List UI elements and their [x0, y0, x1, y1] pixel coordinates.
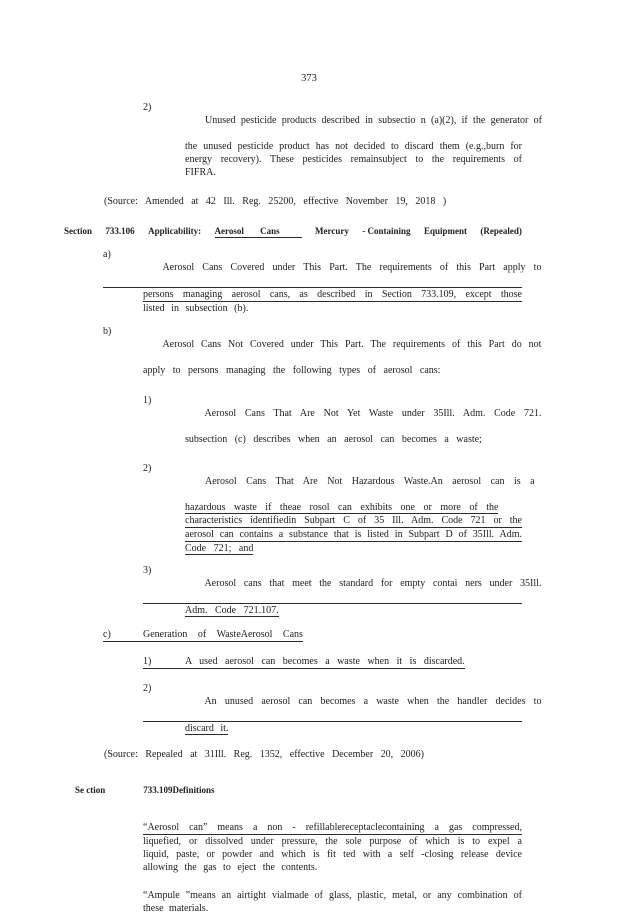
text-line	[143, 302, 522, 315]
text-line: liquefied, or dissolved under pressure, the sole purpose of which is to expel a	[143, 836, 522, 847]
list-marker: b)	[103, 326, 112, 337]
text-line	[185, 153, 522, 166]
continuation-lines	[103, 364, 522, 377]
list-item-row	[143, 394, 542, 433]
text-line-underlined	[185, 528, 522, 542]
text-line: the unused pesticide product has not decided to discard them (e.g.,burn for	[185, 141, 522, 152]
continuation-lines	[143, 604, 522, 617]
source-note-repealed	[104, 748, 522, 761]
continuation-lines	[143, 501, 522, 555]
list-marker: 2)	[143, 102, 152, 113]
heading-word: Applicability:	[148, 226, 202, 236]
text-column	[143, 325, 542, 364]
text-column	[185, 682, 542, 721]
list-item-row-underlined	[103, 248, 542, 288]
text-line: allowing the gas to eject the contents.	[143, 862, 318, 873]
text-column	[185, 462, 535, 501]
text-line	[143, 835, 522, 848]
text-line: characteristics identifiedin Subpart C of 35 Ill. Adm. Code 721 or the	[185, 515, 522, 526]
text-line: Aerosol Cans Not Covered under This Part. The requirements of this Part do not	[162, 339, 542, 350]
list-item-b	[103, 325, 542, 377]
heading-word: Equipment	[423, 226, 467, 236]
text-line	[104, 195, 522, 208]
list-item-a	[103, 248, 542, 315]
text-line	[185, 722, 522, 735]
list-item-b1	[143, 394, 542, 446]
list-item-c1	[143, 655, 522, 669]
text-line: listed in subsection (b).	[143, 303, 249, 314]
heading-word: Section	[64, 226, 92, 236]
text-line: subsection (c) describes when an aerosol can becomes a waste;	[185, 434, 482, 445]
list-marker: 1)	[143, 395, 152, 406]
list-item-row-underlined	[143, 655, 465, 669]
continuation-lines	[143, 140, 522, 179]
text-line: Aerosol Cans That Are Not Yet Waste under 35Ill. Adm. Code 721.	[204, 408, 542, 419]
source-note-amended	[104, 195, 522, 208]
text-line	[143, 861, 522, 874]
list-item-b3	[143, 564, 542, 617]
page-number: 373	[301, 73, 317, 84]
list-marker: 1)	[143, 656, 152, 667]
text-column	[185, 101, 542, 140]
text-line	[185, 501, 522, 514]
text-line: Aerosol Cans That Are Not Hazardous Waste.An aerosol can is a	[205, 476, 535, 487]
list-marker: a)	[103, 249, 111, 260]
list-marker: c)	[103, 629, 111, 640]
text-line-underlined: discard it.	[185, 723, 229, 734]
text-line: (Source: Repealed at 31Ill. Reg. 1352, effective December 20, 2006)	[104, 749, 424, 760]
text-line	[104, 748, 522, 761]
text-line: apply to persons managing the following types of aerosol cans:	[143, 365, 441, 376]
definition-ampule	[143, 889, 522, 915]
list-item-c2	[143, 682, 542, 735]
list-item-c	[103, 628, 522, 642]
text-line: An unused aerosol can becomes a waste when the handler decides to	[204, 696, 542, 707]
list-item-row-underlined	[143, 682, 542, 722]
text-line: A used aerosol can becomes a waste when it is discarded.	[185, 656, 465, 667]
section-heading-733-109	[66, 774, 618, 807]
text-line: energy recovery). These pesticides remainsubject to the requirements of	[185, 154, 522, 165]
heading-word: 733.109Definitions	[143, 785, 215, 795]
text-line	[185, 542, 522, 555]
continuation-lines	[103, 288, 522, 315]
list-item-row-underlined	[143, 564, 542, 604]
document-page	[0, 72, 618, 914]
list-marker: 3)	[143, 565, 152, 576]
text-line: these materials.	[143, 903, 209, 914]
text-line	[185, 140, 522, 153]
text-line-underlined: Adm. Code 721.107.	[185, 605, 279, 616]
text-column	[185, 564, 542, 603]
heading-word: Se ction	[75, 785, 106, 795]
text-line-underlined: hazardous waste if theae rosol can exhibits one or more of the	[185, 502, 499, 513]
text-line: Generation of WasteAerosol Cans	[143, 629, 303, 640]
continuation-lines	[143, 722, 522, 735]
text-column	[185, 394, 542, 433]
text-line: Unused pesticide products described in subsectio n (a)(2), if the generator of	[205, 115, 542, 126]
list-item-row	[143, 101, 542, 140]
list-marker: 2)	[143, 683, 152, 694]
text-line: “Aerosol can” means a non - refillablereceptaclecontaining a gas compressed,	[143, 822, 522, 833]
list-item-b2	[143, 462, 535, 555]
heading-word: 733.106	[105, 226, 135, 236]
text-line-underlined	[143, 288, 522, 302]
list-marker: 2)	[143, 463, 152, 474]
text-line-underlined	[143, 821, 522, 835]
heading-word: Mercury	[315, 226, 349, 236]
text-line	[143, 364, 522, 377]
continuation-lines	[143, 433, 522, 446]
text-line-underlined	[185, 514, 522, 528]
text-line: persons managing aerosol cans, as described in Section 733.109, except those	[143, 289, 522, 300]
text-line: aerosol can contains a substance that is listed in Subpart D of 35Ill. Adm.	[185, 529, 522, 540]
text-line	[185, 604, 522, 617]
list-item-pesticide	[143, 101, 542, 179]
text-column	[143, 248, 542, 287]
text-line	[185, 166, 522, 179]
text-line: “Ampule ”means an airtight vialmade of glass, plastic, metal, or any combination of	[143, 890, 522, 901]
text-line	[143, 889, 522, 902]
heading-word-underlined: Aerosol Cans	[215, 226, 302, 238]
text-line	[143, 902, 522, 915]
heading-word: - Containing	[362, 226, 411, 236]
text-line: Aerosol cans that meet the standard for empty contai ners under 35Ill.	[204, 578, 542, 589]
section-heading-733-106	[64, 226, 522, 238]
heading-word: (Repealed)	[480, 226, 522, 236]
text-line: (Source: Amended at 42 Ill. Reg. 25200, effective November 19, 2018 )	[104, 196, 447, 207]
list-item-row	[143, 462, 535, 501]
text-line	[185, 433, 522, 446]
text-line: FIFRA.	[185, 167, 216, 178]
text-line: Aerosol Cans Covered under This Part. The requirements of this Part apply to	[162, 262, 542, 273]
text-line-underlined: Code 721; and	[185, 543, 254, 554]
text-line: liquid, paste, or powder and which is fit ted with a self -closing release device	[143, 849, 522, 860]
list-item-row-underlined	[103, 628, 303, 642]
text-line	[143, 848, 522, 861]
definition-aerosol-can	[143, 821, 522, 874]
list-item-row	[103, 325, 542, 364]
